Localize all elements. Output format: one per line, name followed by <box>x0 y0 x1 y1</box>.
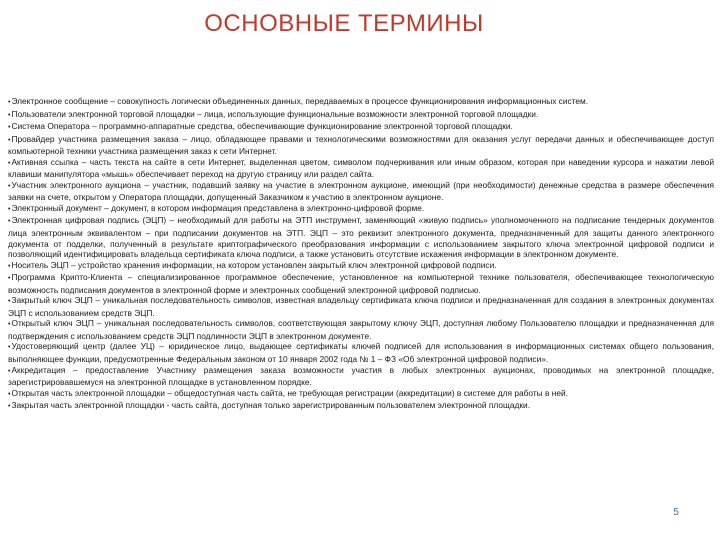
bullet-icon: • <box>8 298 11 306</box>
bullet-icon: • <box>8 403 11 411</box>
term-paragraph <box>8 157 714 180</box>
term-text: Электронный документ – документ, в котором информация представлена в электронно-цифровой форме. <box>11 202 425 213</box>
term-paragraph <box>8 388 714 401</box>
term-text: Закрытая часть электронной площадки - часть сайта, доступная только зарегистрированным пользователем электронной площадки. <box>11 400 531 411</box>
term-text: Провайдер участника размещения заказа – лицо, обладающее правами и технологическими возможностями для оказания услуг передачи данных и обеспечивающее доступ компьютерной техники участника размещения заказ к сети Интернет. <box>8 133 714 157</box>
term-text: Участник электронного аукциона – участник, подавший заявку на участие в электронном аукционе, имеющий (при необходимости) денежные средства в размере обеспечения заявки на счете, открытом у Оператора площадки, допущенный Заказчиком к участию в электронном аукционе. <box>8 179 714 203</box>
term-text: Активная ссылка – часть текста на сайте в сети Интернет, выделенная цветом, символом подчеркивания или иным образом, которая при наведении курсора и нажатии левой клавиши манипулятора «мышь» обеспечивает переход на другую страницу или раздел сайта. <box>8 156 714 180</box>
term-paragraph <box>8 96 714 109</box>
term-text: Электронная цифровая подпись (ЭЦП) – необходимый для работы на ЭТП инструмент, заменяющий «живую подпись» уполномоченного на подписание тендерных документов лица электронным эквивалентом – при подписании документов на ЭТП. ЭЦП – это реквизит электронного документа, предназначенный для защиты данного электронного документа от подделки, полученный в результате криптографического преобразования информации с использованием закрытого ключа электронной цифровой подписи и позволяющий идентифицировать владельца сертификата ключа подписи, а также установить отсутствие искажения информации в электронном документе. <box>8 215 714 260</box>
term-text: Закрытый ключ ЭЦП – уникальная последовательность символов, известная владельцу сертификата ключа подписи и предназначенная для создания в электронных документах ЭЦП с использованием средств ЭЦП. <box>8 295 714 318</box>
terms-list <box>8 96 714 413</box>
term-text: Программа Крипто-Клиента – специализированное программное обеспечение, установленное на компьютерной технике пользователя, обеспечивающее технологическую возможность подписания документов в электронной форме и электронных сообщений электронной цифровой подписью. <box>8 272 714 295</box>
term-text: Открытый ключ ЭЦП – уникальная последовательность символов, соответствующая закрытому ключу ЭЦП, доступная любому Пользователю площадки и предназначенная для подтверждения с использованием средств ЭЦП подлинности ЭЦП в электронном документе. <box>8 318 714 341</box>
term-text: Пользователи электронной торговой площадки – лица, использующие функциональные возможности электронной торговой площадки. <box>11 108 539 119</box>
term-text: Удостоверяющий центр (далее УЦ) – юридическое лицо, выдающее сертификаты ключей подписей для использования в информационных системах общего пользования, выполняющее функции, предусмотренные Федеральным законом от 10 января 2002 года № 1 – ФЗ «Об электронной цифровой подписи». <box>8 341 714 365</box>
bullet-icon: • <box>8 262 11 270</box>
bullet-icon: • <box>8 344 11 352</box>
term-paragraph <box>8 215 714 259</box>
bullet-icon: • <box>8 205 11 213</box>
term-paragraph <box>8 134 714 157</box>
term-paragraph <box>8 203 714 216</box>
bullet-icon: • <box>8 367 11 375</box>
page-number: 5 <box>673 507 679 518</box>
term-paragraph <box>8 109 714 122</box>
term-paragraph <box>8 318 714 341</box>
term-text: Носитель ЭЦП – устройство хранения информации, на котором установлен закрытый ключ электронной цифровой подписи. <box>11 259 497 270</box>
term-text: Открытая часть электронной площадки – общедоступная часть сайта, не требующая регистрации (аккредитации) в системе для работы в ней. <box>11 387 568 398</box>
bullet-icon: • <box>8 99 11 106</box>
bullet-icon: • <box>8 159 11 167</box>
bullet-icon: • <box>8 275 11 283</box>
slide-title: ОСНОВНЫЕ ТЕРМИНЫ <box>204 10 484 37</box>
bullet-icon: • <box>8 124 11 132</box>
bullet-icon: • <box>8 182 11 190</box>
bullet-icon: • <box>8 136 11 144</box>
term-text: Аккредитация – предоставление Участнику размещения заказа возможности участия в любых электронных аукционах, проводимых на электронной площадке, зарегистрировавшемуся на электронной площадке в установленном порядке. <box>8 364 714 388</box>
term-text: Электронное сообщение – совокупность логически объединенных данных, передаваемых в процессе функционирования информационных систем. <box>11 96 589 106</box>
term-paragraph <box>8 365 714 388</box>
bullet-icon: • <box>8 218 11 226</box>
term-paragraph <box>8 341 714 364</box>
term-paragraph <box>8 295 714 318</box>
term-paragraph <box>8 121 714 134</box>
term-paragraph <box>8 400 714 413</box>
term-paragraph <box>8 272 714 295</box>
term-paragraph <box>8 260 714 273</box>
bullet-icon: • <box>8 321 11 329</box>
bullet-icon: • <box>8 390 11 398</box>
term-text: Система Оператора – программно-аппаратные средства, обеспечивающие функционирование электронной торговой площадки. <box>11 121 513 132</box>
term-paragraph <box>8 180 714 203</box>
bullet-icon: • <box>8 111 11 119</box>
